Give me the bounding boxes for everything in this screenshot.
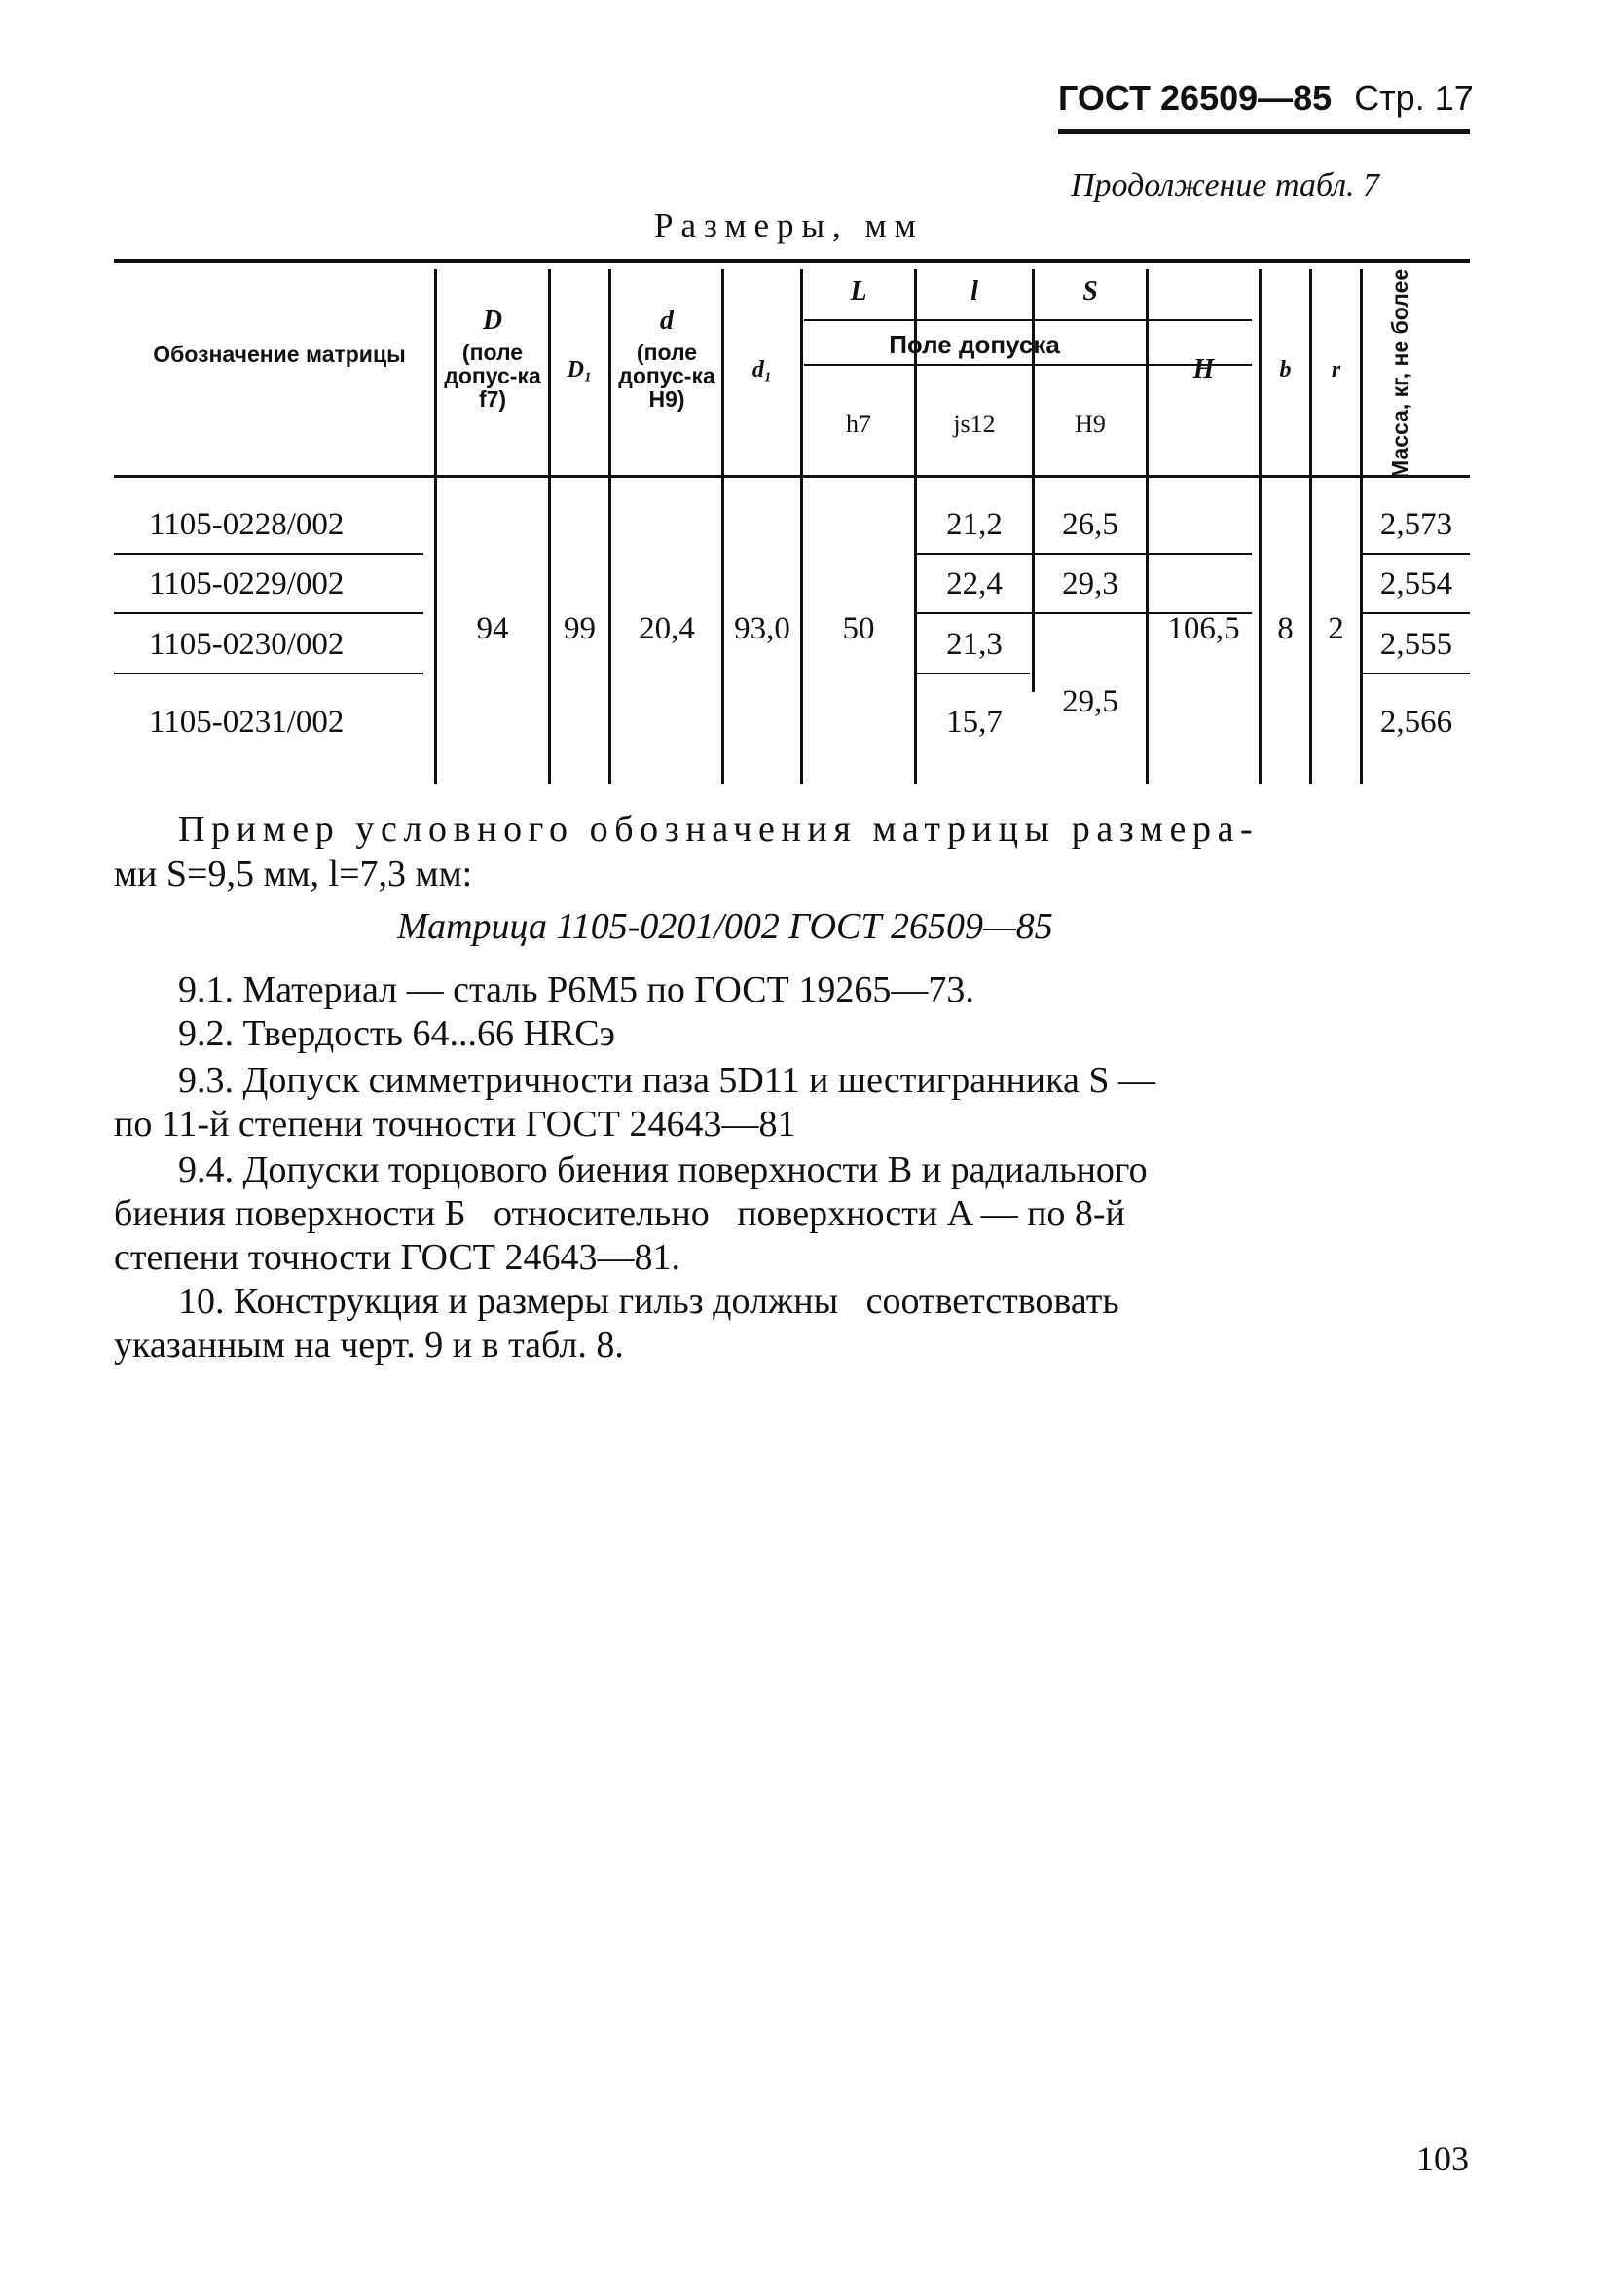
- cell-H: 106,5: [1167, 611, 1240, 646]
- row-rule: [1360, 612, 1470, 614]
- matrix-table: [114, 259, 1470, 792]
- cell-l: 21,2: [946, 507, 1003, 542]
- header-H9: H9: [1075, 410, 1106, 438]
- row-rule: [1360, 553, 1470, 555]
- header-rule: [1058, 129, 1470, 134]
- example-line-1: Пример условного обозначения матрицы размера-: [178, 809, 1260, 850]
- header-d-tolerance: (поле допус-ка H9): [618, 340, 715, 412]
- table-top-rule: [114, 259, 1470, 263]
- cell-b: 8: [1277, 611, 1294, 646]
- page-number: 103: [1416, 2139, 1469, 2178]
- header-bottom-rule: [114, 475, 1470, 478]
- cell-l: 22,4: [946, 566, 1003, 601]
- cell-l: 15,7: [946, 705, 1003, 740]
- item-9-3-line-2: по 11-й степени точности ГОСТ 24643—81: [114, 1104, 796, 1145]
- row-designation: 1105-0231/002: [149, 705, 345, 740]
- header-mass: Масса, кг, не более: [1387, 268, 1412, 479]
- item-9-3-line-1: 9.3. Допуск симметричности паза 5D11 и шестигранника S —: [178, 1060, 1156, 1101]
- row-rule: [1360, 673, 1470, 674]
- header-d: d: [660, 306, 674, 336]
- header-D: D: [482, 306, 503, 336]
- table-continuation: Продолжение табл. 7: [1071, 167, 1380, 203]
- row-designation: 1105-0229/002: [149, 566, 345, 601]
- cell-mass: 2,554: [1379, 566, 1453, 601]
- header-D1: D₁: [567, 357, 593, 383]
- cell-mass: 2,566: [1379, 705, 1453, 740]
- header-tolerance-field: Поле допуска: [889, 330, 1060, 359]
- header-H: H: [1192, 354, 1215, 384]
- row-rule: [916, 673, 1030, 674]
- row-designation: 1105-0230/002: [149, 627, 345, 662]
- item-9-1: 9.1. Материал — сталь Р6М5 по ГОСТ 19265—73.: [178, 969, 974, 1010]
- row-rule: [916, 553, 1252, 555]
- header-d1: d₁: [751, 357, 773, 383]
- cell-S-merged: 29,5: [1062, 684, 1118, 719]
- header-designation: Обозначение матрицы: [153, 342, 406, 367]
- cell-L: 50: [842, 611, 875, 646]
- col-rule: [1309, 269, 1312, 784]
- cell-r: 2: [1328, 611, 1344, 646]
- gost-number: ГОСТ 26509—85: [1058, 78, 1333, 118]
- header-l: l: [970, 276, 978, 307]
- lls-rule: [804, 319, 1252, 321]
- item-9-4-line-1: 9.4. Допуски торцового биения поверхности B и радиального: [178, 1149, 1148, 1190]
- cell-S: 29,3: [1062, 566, 1118, 601]
- item-9-2: 9.2. Твердость 64...66 HRCэ: [178, 1013, 615, 1054]
- cell-d1: 93,0: [734, 611, 790, 646]
- header-js12: js12: [953, 410, 996, 438]
- item-9-4-line-3: степени точности ГОСТ 24643—81.: [114, 1237, 681, 1278]
- row-rule: [114, 612, 423, 614]
- item-10-line-2: указанным на черт. 9 и в табл. 8.: [114, 1325, 624, 1366]
- product-designation: Матрица 1105-0201/002 ГОСТ 26509—85: [397, 906, 1053, 947]
- cell-D1: 99: [564, 611, 596, 646]
- col-rule: [1146, 269, 1149, 784]
- cell-S: 26,5: [1062, 507, 1118, 542]
- example-line-2: ми S=9,5 мм, l=7,3 мм:: [114, 854, 473, 894]
- header-L: L: [850, 276, 867, 307]
- col-rule: [1259, 269, 1262, 784]
- header-S: S: [1082, 276, 1098, 307]
- page-header: [1058, 78, 1474, 119]
- item-9-4-line-2: биения поверхности Б относительно поверхности A — по 8-й: [114, 1193, 1125, 1234]
- row-rule: [114, 673, 423, 674]
- row-rule: [114, 553, 423, 555]
- page-ref: Стр. 17: [1354, 78, 1474, 118]
- cell-D: 94: [476, 611, 509, 646]
- cell-mass: 2,573: [1379, 507, 1453, 542]
- row-designation: 1105-0228/002: [149, 507, 345, 542]
- header-D-tolerance: (поле допус-ка f7): [444, 340, 541, 412]
- header-b: b: [1279, 357, 1292, 383]
- header-r: r: [1331, 357, 1341, 383]
- cell-mass: 2,555: [1379, 627, 1453, 662]
- col-rule: [548, 269, 551, 784]
- sizes-caption: Размеры, мм: [654, 206, 924, 244]
- item-10-line-1: 10. Конструкция и размеры гильз должны соответствовать: [178, 1281, 1119, 1322]
- cell-d: 20,4: [639, 611, 695, 646]
- header-h7: h7: [846, 410, 871, 438]
- cell-l: 21,3: [946, 627, 1003, 662]
